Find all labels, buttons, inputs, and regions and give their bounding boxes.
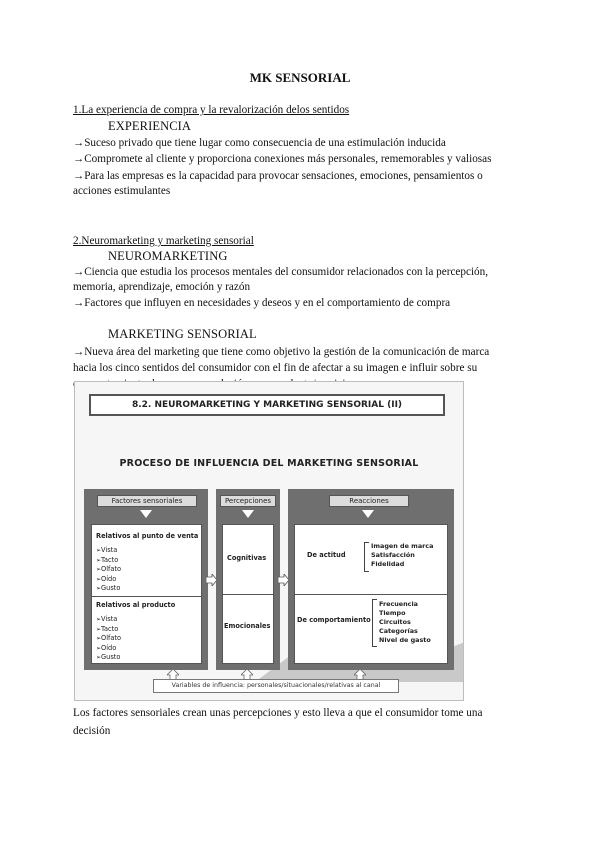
down-arrow-icon xyxy=(140,510,152,518)
section1-bullet-1: →Suceso privado que tiene lugar como consecuencia de una estimulación inducida xyxy=(73,137,446,149)
section1-bullet-2: →Compromete al cliente y proporciona conexiones más personales, rememorables y valiosas xyxy=(73,153,492,165)
brace xyxy=(372,599,377,647)
section2-subheading-neuromarketing: NEUROMARKETING xyxy=(108,249,228,263)
section1-bullet-3: →Para las empresas es la capacidad para provocar sensaciones, emociones, pensamientos o xyxy=(73,170,483,182)
divider xyxy=(91,596,202,597)
point-of-sale-list: ➢ Vista ➢ Tacto ➢ Olfato ➢ Oído ➢ Gusto xyxy=(96,546,121,594)
section2-bullet-2: →Factores que influyen en necesidades y deseos y en el comportamiento de compra xyxy=(73,297,451,309)
point-of-sale-title: Relativos al punto de venta xyxy=(96,532,199,540)
product-title: Relativos al producto xyxy=(96,601,176,609)
brace xyxy=(364,542,369,572)
behaviour-list: Frecuencia Tiempo Circuitos Categorías Nivel de gasto xyxy=(379,600,431,644)
reaction-attitude: De actitud xyxy=(307,551,346,559)
section1-subheading: EXPERIENCIA xyxy=(108,119,192,133)
conclusion-line-2: decisión xyxy=(73,725,111,737)
down-arrow-icon xyxy=(242,510,254,518)
conclusion-line-1: Los factores sensoriales crean unas percepciones y esto lleva a que el consumidor tome una xyxy=(73,707,483,719)
divider xyxy=(294,594,448,595)
product-list: ➢ Vista ➢ Tacto ➢ Olfato ➢ Oído ➢ Gusto xyxy=(96,615,121,663)
perception-emotional: Emocionales xyxy=(224,622,271,630)
column-sensory-factors-head: Factores sensoriales xyxy=(97,495,197,507)
down-arrow-icon xyxy=(362,510,374,518)
section1-bullet-3-cont: acciones estimulantes xyxy=(73,185,171,197)
diagram-header: 8.2. NEUROMARKETING Y MARKETING SENSORIAL (II) xyxy=(89,394,445,416)
section1-heading: 1.La experiencia de compra y la revalorización delos sentidos xyxy=(73,104,350,116)
column-reactions-head: Reacciones xyxy=(329,495,409,507)
sensory-marketing-diagram xyxy=(74,381,464,701)
attitude-list: Imagen de marca Satisfacción Fidelidad xyxy=(371,542,434,568)
section2-heading: 2.Neuromarketing y marketing sensorial xyxy=(73,235,254,247)
column-perceptions-head: Percepciones xyxy=(220,495,276,507)
influence-variables: Variables de influencia: personales/situacionales/relativas al canal xyxy=(153,679,399,693)
page-title: MK SENSORIAL xyxy=(249,70,351,85)
diagram-title: PROCESO DE INFLUENCIA DEL MARKETING SENSORIAL xyxy=(119,458,419,469)
section2-bullet-3: →Nueva área del marketing que tiene como objetivo la gestión de la comunicación de marca xyxy=(73,346,490,358)
perception-cognitive: Cognitivas xyxy=(227,554,267,562)
reaction-behaviour: De comportamiento xyxy=(297,616,371,624)
divider xyxy=(222,594,274,595)
section2-subheading-marketing-sensorial: MARKETING SENSORIAL xyxy=(108,327,257,341)
section2-bullet-1: →Ciencia que estudia los procesos mentales del consumidor relacionados con la percepción, xyxy=(73,266,489,278)
section2-bullet-3-cont1: hacia los cinco sentidos del consumidor con el fin de afectar a su imagen e influir sobre su xyxy=(73,362,478,374)
section2-bullet-1-cont: memoria, aprendizaje, emoción y razón xyxy=(73,281,251,293)
